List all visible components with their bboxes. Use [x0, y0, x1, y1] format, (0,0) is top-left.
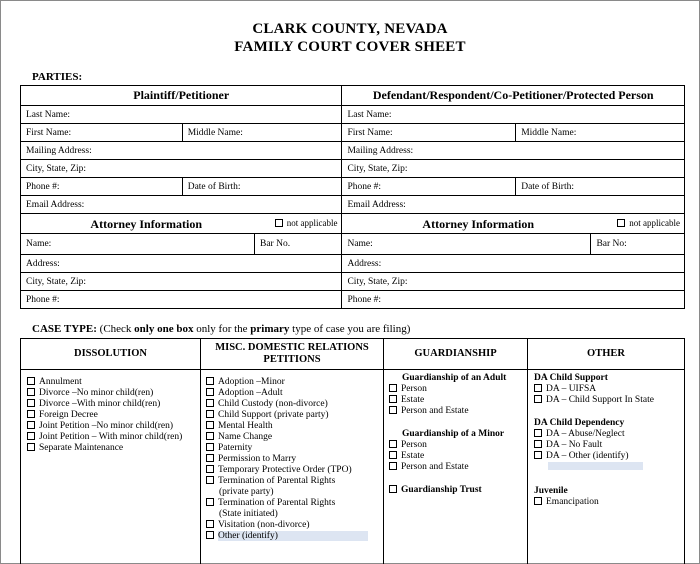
defendant-city-state-zip-field[interactable]: City, State, Zip:	[342, 160, 685, 178]
plaintiff-attorney-bar-field[interactable]: Bar No.	[260, 239, 291, 249]
list-item[interactable]: DA – Child Support In State	[534, 395, 654, 406]
case-type-heading	[32, 323, 410, 335]
list-item[interactable]: Adoption –Minor	[206, 377, 368, 388]
defendant-attorney-header	[342, 214, 685, 234]
guardianship-column	[383, 369, 528, 564]
list-item[interactable]: Person and Estate	[389, 406, 506, 417]
list-item[interactable]: DA – UIFSA	[534, 384, 654, 395]
checkbox-icon[interactable]	[389, 406, 397, 414]
list-item[interactable]: Estate	[389, 451, 506, 462]
case-type-label: CASE TYPE:	[32, 323, 97, 335]
da-child-support-title: DA Child Support	[534, 373, 608, 383]
list-item[interactable]: Divorce –With minor child(ren)	[27, 399, 182, 410]
plaintiff-attorney-header	[21, 214, 342, 234]
list-item[interactable]: Person	[389, 440, 506, 451]
list-item[interactable]: DA – Abuse/Neglect	[534, 429, 654, 440]
checkbox-icon[interactable]	[389, 440, 397, 448]
parties-table	[20, 85, 685, 309]
case-type-instruction: (Check only one box only for the primary type of case you are filing)	[99, 323, 411, 335]
dissolution-column	[20, 369, 201, 564]
checkbox-icon[interactable]	[534, 384, 542, 392]
list-item-continuation: (State initiated)	[219, 509, 278, 519]
checkbox-icon[interactable]	[206, 443, 214, 451]
checkbox-icon[interactable]	[206, 388, 214, 396]
checkbox-icon[interactable]	[389, 384, 397, 392]
plaintiff-attorney-name-row	[21, 234, 342, 255]
guardianship-trust-item[interactable]: Guardianship Trust	[389, 485, 506, 496]
checkbox-icon[interactable]	[206, 421, 214, 429]
plaintiff-dob-field[interactable]: Date of Birth:	[182, 178, 342, 196]
defendant-mailing-address-field[interactable]: Mailing Address:	[342, 142, 685, 160]
guardianship-minor-list	[389, 440, 506, 473]
da-child-dependency-title: DA Child Dependency	[534, 418, 625, 428]
list-item[interactable]: Annulment	[27, 377, 182, 388]
guardianship-header: GUARDIANSHIP	[383, 338, 528, 370]
checkbox-icon[interactable]	[206, 465, 214, 473]
list-item[interactable]: Termination of Parental Rights	[206, 498, 368, 509]
checkbox-icon[interactable]	[534, 429, 542, 437]
not-applicable-label: not applicable	[629, 218, 680, 228]
checkbox-icon[interactable]	[206, 520, 214, 528]
da-child-support-list	[534, 384, 654, 406]
dissolution-list	[27, 377, 182, 454]
other-column	[527, 369, 685, 564]
plaintiff-phone-field[interactable]: Phone #:	[21, 178, 183, 196]
list-item[interactable]: Permission to Marry	[206, 454, 368, 465]
checkbox-icon[interactable]	[206, 377, 214, 385]
checkbox-icon[interactable]	[389, 462, 397, 470]
defendant-middle-name-field[interactable]: Middle Name:	[516, 124, 685, 142]
defendant-attorney-phone-field[interactable]: Phone #:	[342, 291, 685, 309]
checkbox-icon[interactable]	[206, 498, 214, 506]
checkbox-icon[interactable]	[389, 451, 397, 459]
checkbox-icon[interactable]	[534, 451, 542, 459]
checkbox-icon[interactable]	[389, 485, 397, 493]
list-item[interactable]: Separate Maintenance	[27, 443, 182, 454]
list-item[interactable]: Child Support (private party)	[206, 410, 368, 421]
checkbox-icon[interactable]	[534, 497, 542, 505]
checkbox-icon[interactable]	[27, 410, 35, 418]
misc-header	[200, 338, 384, 370]
list-item[interactable]: Name Change	[206, 432, 368, 443]
defendant-attorney-name-row	[342, 234, 685, 255]
defendant-last-name-field[interactable]: Last Name:	[342, 106, 685, 124]
misc-list	[206, 377, 368, 542]
defendant-first-name-field[interactable]: First Name:	[342, 124, 516, 142]
plaintiff-city-state-zip-field[interactable]: City, State, Zip:	[21, 160, 342, 178]
plaintiff-header: Plaintiff/Petitioner	[21, 86, 342, 106]
plaintiff-attorney-address-field[interactable]: Address:	[21, 255, 342, 273]
list-item[interactable]: Foreign Decree	[27, 410, 182, 421]
checkbox-icon[interactable]	[27, 377, 35, 385]
parties-label: PARTIES:	[32, 71, 83, 83]
checkbox-icon[interactable]	[206, 410, 214, 418]
plaintiff-mailing-address-field[interactable]: Mailing Address:	[21, 142, 342, 160]
list-item[interactable]: Child Custody (non-divorce)	[206, 399, 368, 410]
defendant-attorney-name-field[interactable]: Name:	[342, 234, 591, 254]
juvenile-title: Juvenile	[534, 486, 568, 496]
checkbox-icon[interactable]	[389, 395, 397, 403]
misc-header-line2: PETITIONS	[263, 354, 321, 365]
da-child-dependency-list	[534, 429, 654, 473]
defendant-attorney-address-field[interactable]: Address:	[342, 255, 685, 273]
list-item[interactable]: Other (identify)	[206, 531, 368, 542]
list-item[interactable]: Mental Health	[206, 421, 368, 432]
checkbox-icon[interactable]	[27, 432, 35, 440]
checkbox-icon[interactable]	[27, 421, 35, 429]
misc-header-line1: MISC. DOMESTIC RELATIONS	[215, 342, 369, 353]
checkbox-icon[interactable]	[27, 399, 35, 407]
list-item[interactable]: Temporary Protective Order (TPO)	[206, 465, 368, 476]
other-content	[534, 373, 654, 508]
list-item[interactable]: Estate	[389, 395, 506, 406]
plaintiff-first-name-field[interactable]: First Name:	[21, 124, 183, 142]
checkbox-icon[interactable]	[206, 399, 214, 407]
plaintiff-attorney-city-field[interactable]: City, State, Zip:	[21, 273, 342, 291]
list-item[interactable]: Emancipation	[534, 497, 654, 508]
list-item[interactable]: Person	[389, 384, 506, 395]
defendant-not-applicable[interactable]	[617, 218, 680, 228]
list-item[interactable]: Person and Estate	[389, 462, 506, 473]
checkbox-icon[interactable]	[206, 476, 214, 484]
defendant-attorney-bar-field[interactable]: Bar No:	[596, 239, 627, 249]
list-item[interactable]: Termination of Parental Rights	[206, 476, 368, 487]
defendant-email-field[interactable]: Email Address:	[342, 196, 685, 214]
checkbox-icon[interactable]	[206, 432, 214, 440]
checkbox-icon[interactable]	[617, 219, 625, 227]
list-item[interactable]: Visitation (non-divorce)	[206, 520, 368, 531]
not-applicable-label: not applicable	[286, 218, 338, 228]
guardianship-adult-list	[389, 384, 506, 417]
plaintiff-middle-name-field[interactable]: Middle Name:	[182, 124, 342, 142]
list-item[interactable]: Paternity	[206, 443, 368, 454]
guardianship-content	[389, 373, 506, 496]
defendant-phone-field[interactable]: Phone #:	[342, 178, 516, 196]
dissolution-header: DISSOLUTION	[20, 338, 201, 370]
plaintiff-attorney-title: Attorney Information	[90, 217, 203, 231]
list-item[interactable]: Joint Petition –No minor child(ren)	[27, 421, 182, 432]
checkbox-icon[interactable]	[534, 395, 542, 403]
misc-column	[200, 369, 384, 564]
checkbox-icon[interactable]	[534, 440, 542, 448]
plaintiff-email-field[interactable]: Email Address:	[21, 196, 342, 214]
form-title: FAMILY COURT COVER SHEET	[234, 39, 466, 55]
guardianship-adult-title: Guardianship of an Adult	[402, 373, 507, 383]
defendant-attorney-city-field[interactable]: City, State, Zip:	[342, 273, 685, 291]
list-item[interactable]: DA – No Fault	[534, 440, 654, 451]
other-identify-input[interactable]	[534, 462, 654, 473]
checkbox-icon[interactable]	[27, 443, 35, 451]
list-item[interactable]: DA – Other (identify)	[534, 451, 654, 462]
other-header: OTHER	[527, 338, 685, 370]
defendant-attorney-title: Attorney Information	[422, 217, 535, 231]
guardianship-minor-title: Guardianship of a Minor	[402, 429, 505, 439]
defendant-dob-field[interactable]: Date of Birth:	[516, 178, 685, 196]
checkbox-icon[interactable]	[206, 531, 214, 539]
plaintiff-attorney-name-field[interactable]: Name:	[21, 234, 255, 254]
checkbox-icon[interactable]	[206, 454, 214, 462]
plaintiff-attorney-phone-field[interactable]: Phone #:	[21, 291, 342, 309]
county-title: CLARK COUNTY, NEVADA	[252, 21, 448, 37]
plaintiff-last-name-field[interactable]: Last Name:	[21, 106, 342, 124]
checkbox-icon[interactable]	[275, 219, 283, 227]
checkbox-icon[interactable]	[27, 388, 35, 396]
list-item[interactable]: Joint Petition – With minor child(ren)	[27, 432, 182, 443]
list-item[interactable]: Divorce –No minor child(ren)	[27, 388, 182, 399]
juvenile-list	[534, 497, 654, 508]
list-item-continuation: (private party)	[219, 487, 274, 497]
list-item[interactable]: Adoption –Adult	[206, 388, 368, 399]
defendant-header: Defendant/Respondent/Co-Petitioner/Protected Person	[342, 86, 685, 106]
plaintiff-not-applicable[interactable]	[275, 218, 338, 228]
